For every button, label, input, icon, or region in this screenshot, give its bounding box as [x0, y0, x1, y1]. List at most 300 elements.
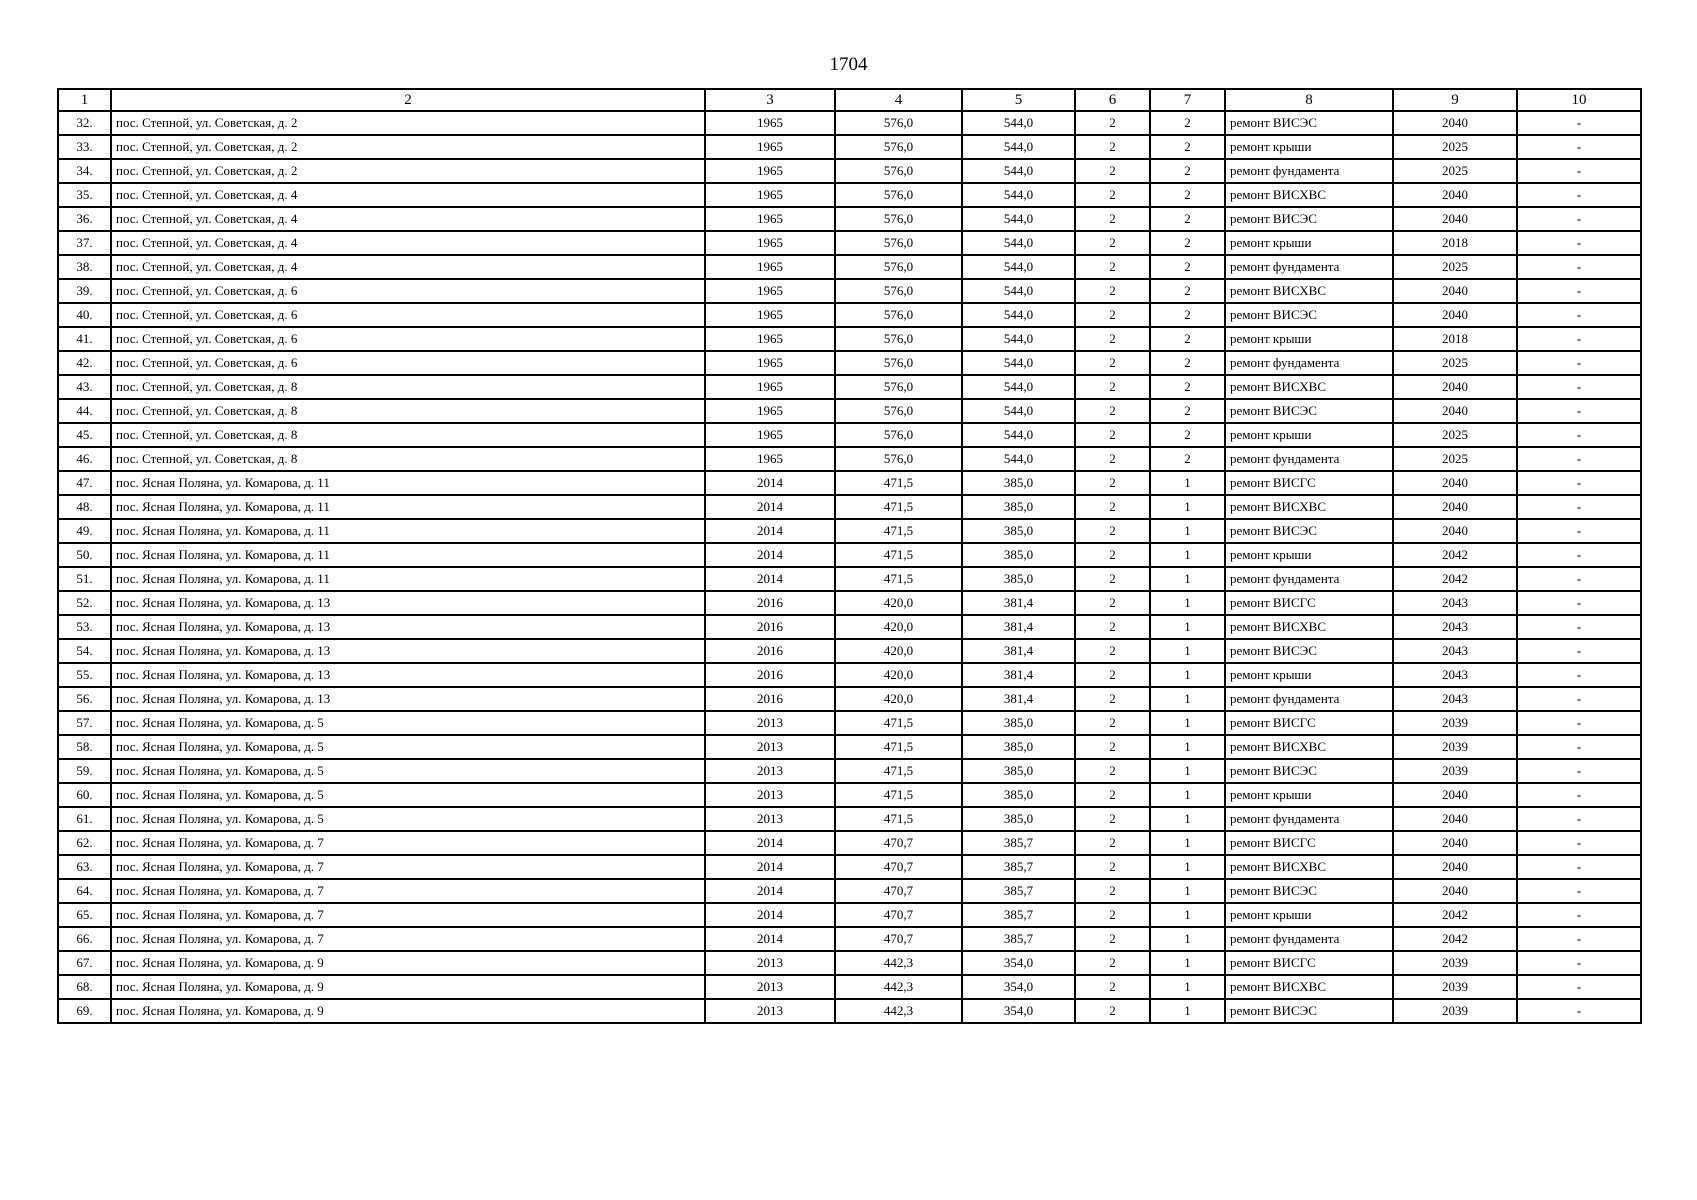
cell-year-planned: 2043	[1393, 591, 1517, 615]
cell-year-built: 1965	[705, 327, 835, 351]
table-row	[58, 639, 1641, 663]
cell-note: -	[1517, 111, 1641, 135]
cell-entrances: 1	[1150, 903, 1225, 927]
cell-address: пос. Ясная Поляна, ул. Комарова, д. 7	[111, 927, 705, 951]
cell-address: пос. Ясная Поляна, ул. Комарова, д. 5	[111, 735, 705, 759]
cell-year-built: 2014	[705, 519, 835, 543]
cell-floors: 2	[1075, 735, 1150, 759]
cell-floors: 2	[1075, 303, 1150, 327]
cell-total-area: 420,0	[835, 639, 962, 663]
cell-floors: 2	[1075, 663, 1150, 687]
cell-work-type: ремонт ВИСХВС	[1225, 375, 1393, 399]
table-row	[58, 879, 1641, 903]
cell-year-built: 2013	[705, 951, 835, 975]
cell-work-type: ремонт крыши	[1225, 423, 1393, 447]
cell-note: -	[1517, 855, 1641, 879]
cell-floors: 2	[1075, 255, 1150, 279]
cell-address: пос. Ясная Поляна, ул. Комарова, д. 11	[111, 519, 705, 543]
cell-total-area: 576,0	[835, 447, 962, 471]
cell-work-type: ремонт ВИСХВС	[1225, 279, 1393, 303]
cell-floors: 2	[1075, 831, 1150, 855]
cell-note: -	[1517, 903, 1641, 927]
cell-year-built: 1965	[705, 423, 835, 447]
cell-year-planned: 2042	[1393, 543, 1517, 567]
cell-total-area: 420,0	[835, 591, 962, 615]
cell-living-area: 354,0	[962, 975, 1075, 999]
cell-year-planned: 2040	[1393, 783, 1517, 807]
cell-work-type: ремонт фундамента	[1225, 159, 1393, 183]
cell-row-number: 35.	[58, 183, 111, 207]
cell-living-area: 544,0	[962, 159, 1075, 183]
cell-floors: 2	[1075, 207, 1150, 231]
cell-floors: 2	[1075, 279, 1150, 303]
table-row	[58, 207, 1641, 231]
cell-entrances: 1	[1150, 495, 1225, 519]
cell-living-area: 544,0	[962, 447, 1075, 471]
cell-total-area: 471,5	[835, 495, 962, 519]
cell-row-number: 68.	[58, 975, 111, 999]
table-row	[58, 303, 1641, 327]
cell-total-area: 576,0	[835, 423, 962, 447]
cell-entrances: 1	[1150, 519, 1225, 543]
cell-year-planned: 2039	[1393, 975, 1517, 999]
cell-year-built: 2013	[705, 735, 835, 759]
cell-year-built: 1965	[705, 351, 835, 375]
cell-year-built: 2016	[705, 591, 835, 615]
cell-note: -	[1517, 879, 1641, 903]
cell-row-number: 48.	[58, 495, 111, 519]
cell-work-type: ремонт крыши	[1225, 327, 1393, 351]
table-row	[58, 375, 1641, 399]
cell-address: пос. Степной, ул. Советская, д. 8	[111, 399, 705, 423]
table-row	[58, 327, 1641, 351]
cell-row-number: 39.	[58, 279, 111, 303]
cell-floors: 2	[1075, 999, 1150, 1023]
cell-year-planned: 2040	[1393, 375, 1517, 399]
cell-total-area: 576,0	[835, 327, 962, 351]
cell-year-built: 1965	[705, 159, 835, 183]
cell-year-built: 1965	[705, 279, 835, 303]
cell-year-built: 1965	[705, 231, 835, 255]
cell-floors: 2	[1075, 495, 1150, 519]
table-row	[58, 975, 1641, 999]
cell-note: -	[1517, 519, 1641, 543]
cell-year-planned: 2040	[1393, 279, 1517, 303]
cell-note: -	[1517, 375, 1641, 399]
cell-address: пос. Степной, ул. Советская, д. 8	[111, 375, 705, 399]
cell-year-built: 2014	[705, 495, 835, 519]
cell-row-number: 34.	[58, 159, 111, 183]
cell-floors: 2	[1075, 903, 1150, 927]
cell-note: -	[1517, 591, 1641, 615]
table-row	[58, 831, 1641, 855]
cell-year-planned: 2040	[1393, 111, 1517, 135]
cell-entrances: 2	[1150, 279, 1225, 303]
cell-living-area: 385,0	[962, 543, 1075, 567]
column-header-9: 9	[1393, 89, 1517, 111]
cell-note: -	[1517, 135, 1641, 159]
cell-entrances: 1	[1150, 687, 1225, 711]
cell-total-area: 576,0	[835, 375, 962, 399]
cell-year-built: 2016	[705, 663, 835, 687]
cell-entrances: 1	[1150, 639, 1225, 663]
cell-note: -	[1517, 327, 1641, 351]
cell-work-type: ремонт ВИСЭС	[1225, 399, 1393, 423]
cell-year-planned: 2039	[1393, 951, 1517, 975]
cell-row-number: 63.	[58, 855, 111, 879]
cell-entrances: 1	[1150, 783, 1225, 807]
cell-row-number: 49.	[58, 519, 111, 543]
table-row	[58, 615, 1641, 639]
cell-address: пос. Степной, ул. Советская, д. 6	[111, 327, 705, 351]
cell-entrances: 2	[1150, 375, 1225, 399]
cell-entrances: 2	[1150, 327, 1225, 351]
cell-work-type: ремонт фундамента	[1225, 255, 1393, 279]
cell-work-type: ремонт ВИСГС	[1225, 591, 1393, 615]
cell-floors: 2	[1075, 399, 1150, 423]
cell-year-planned: 2040	[1393, 495, 1517, 519]
cell-address: пос. Степной, ул. Советская, д. 2	[111, 111, 705, 135]
cell-living-area: 544,0	[962, 135, 1075, 159]
cell-year-planned: 2025	[1393, 255, 1517, 279]
cell-year-built: 2013	[705, 807, 835, 831]
cell-address: пос. Ясная Поляна, ул. Комарова, д. 9	[111, 975, 705, 999]
column-header-6: 6	[1075, 89, 1150, 111]
cell-entrances: 2	[1150, 303, 1225, 327]
cell-year-planned: 2042	[1393, 927, 1517, 951]
cell-total-area: 471,5	[835, 735, 962, 759]
cell-row-number: 42.	[58, 351, 111, 375]
cell-living-area: 544,0	[962, 183, 1075, 207]
cell-total-area: 576,0	[835, 135, 962, 159]
cell-living-area: 381,4	[962, 615, 1075, 639]
cell-living-area: 385,7	[962, 855, 1075, 879]
cell-year-planned: 2042	[1393, 903, 1517, 927]
cell-row-number: 52.	[58, 591, 111, 615]
cell-entrances: 1	[1150, 879, 1225, 903]
table-row	[58, 135, 1641, 159]
cell-living-area: 385,0	[962, 495, 1075, 519]
cell-note: -	[1517, 423, 1641, 447]
cell-living-area: 381,4	[962, 663, 1075, 687]
cell-total-area: 471,5	[835, 783, 962, 807]
cell-total-area: 576,0	[835, 231, 962, 255]
cell-note: -	[1517, 735, 1641, 759]
table-row	[58, 735, 1641, 759]
cell-entrances: 1	[1150, 807, 1225, 831]
cell-row-number: 62.	[58, 831, 111, 855]
cell-year-built: 2014	[705, 543, 835, 567]
cell-year-built: 2013	[705, 711, 835, 735]
cell-address: пос. Ясная Поляна, ул. Комарова, д. 5	[111, 807, 705, 831]
cell-note: -	[1517, 159, 1641, 183]
table-row	[58, 927, 1641, 951]
cell-floors: 2	[1075, 471, 1150, 495]
cell-row-number: 38.	[58, 255, 111, 279]
cell-work-type: ремонт ВИСГС	[1225, 471, 1393, 495]
cell-entrances: 1	[1150, 615, 1225, 639]
cell-total-area: 442,3	[835, 999, 962, 1023]
table-row	[58, 351, 1641, 375]
cell-note: -	[1517, 567, 1641, 591]
cell-year-built: 1965	[705, 255, 835, 279]
cell-year-built: 2014	[705, 879, 835, 903]
cell-entrances: 2	[1150, 351, 1225, 375]
cell-work-type: ремонт крыши	[1225, 903, 1393, 927]
cell-year-built: 1965	[705, 111, 835, 135]
cell-address: пос. Ясная Поляна, ул. Комарова, д. 13	[111, 591, 705, 615]
cell-floors: 2	[1075, 951, 1150, 975]
cell-year-planned: 2039	[1393, 999, 1517, 1023]
cell-total-area: 470,7	[835, 855, 962, 879]
cell-year-built: 1965	[705, 303, 835, 327]
cell-year-planned: 2040	[1393, 519, 1517, 543]
cell-entrances: 1	[1150, 759, 1225, 783]
cell-note: -	[1517, 663, 1641, 687]
cell-row-number: 36.	[58, 207, 111, 231]
cell-floors: 2	[1075, 615, 1150, 639]
cell-entrances: 1	[1150, 663, 1225, 687]
cell-note: -	[1517, 639, 1641, 663]
cell-year-built: 2016	[705, 615, 835, 639]
cell-note: -	[1517, 231, 1641, 255]
cell-entrances: 2	[1150, 423, 1225, 447]
cell-note: -	[1517, 303, 1641, 327]
cell-entrances: 2	[1150, 111, 1225, 135]
cell-work-type: ремонт ВИСЭС	[1225, 879, 1393, 903]
cell-living-area: 544,0	[962, 231, 1075, 255]
cell-floors: 2	[1075, 855, 1150, 879]
cell-address: пос. Степной, ул. Советская, д. 4	[111, 255, 705, 279]
page-number: 1704	[829, 54, 868, 75]
cell-living-area: 385,0	[962, 807, 1075, 831]
cell-entrances: 2	[1150, 255, 1225, 279]
cell-living-area: 354,0	[962, 951, 1075, 975]
cell-floors: 2	[1075, 783, 1150, 807]
cell-entrances: 1	[1150, 831, 1225, 855]
cell-year-planned: 2018	[1393, 327, 1517, 351]
cell-row-number: 50.	[58, 543, 111, 567]
cell-work-type: ремонт ВИСХВС	[1225, 855, 1393, 879]
cell-floors: 2	[1075, 159, 1150, 183]
cell-year-planned: 2040	[1393, 471, 1517, 495]
table-row	[58, 951, 1641, 975]
cell-address: пос. Ясная Поляна, ул. Комарова, д. 13	[111, 687, 705, 711]
cell-living-area: 544,0	[962, 375, 1075, 399]
cell-year-planned: 2043	[1393, 615, 1517, 639]
cell-floors: 2	[1075, 231, 1150, 255]
cell-year-planned: 2042	[1393, 567, 1517, 591]
table-row	[58, 519, 1641, 543]
cell-note: -	[1517, 183, 1641, 207]
cell-total-area: 470,7	[835, 831, 962, 855]
cell-living-area: 385,0	[962, 567, 1075, 591]
column-header-1: 1	[58, 89, 111, 111]
cell-note: -	[1517, 399, 1641, 423]
cell-work-type: ремонт ВИСХВС	[1225, 975, 1393, 999]
cell-total-area: 576,0	[835, 399, 962, 423]
cell-work-type: ремонт ВИСЭС	[1225, 111, 1393, 135]
cell-living-area: 544,0	[962, 351, 1075, 375]
cell-work-type: ремонт ВИСГС	[1225, 951, 1393, 975]
cell-row-number: 61.	[58, 807, 111, 831]
table-row	[58, 447, 1641, 471]
cell-entrances: 1	[1150, 999, 1225, 1023]
cell-work-type: ремонт крыши	[1225, 135, 1393, 159]
table-row	[58, 111, 1641, 135]
cell-floors: 2	[1075, 759, 1150, 783]
cell-floors: 2	[1075, 447, 1150, 471]
cell-living-area: 381,4	[962, 639, 1075, 663]
cell-row-number: 54.	[58, 639, 111, 663]
cell-entrances: 1	[1150, 975, 1225, 999]
cell-total-area: 471,5	[835, 471, 962, 495]
cell-year-planned: 2025	[1393, 159, 1517, 183]
cell-row-number: 58.	[58, 735, 111, 759]
cell-note: -	[1517, 783, 1641, 807]
cell-total-area: 576,0	[835, 255, 962, 279]
cell-living-area: 385,0	[962, 519, 1075, 543]
cell-address: пос. Степной, ул. Советская, д. 6	[111, 351, 705, 375]
cell-entrances: 1	[1150, 927, 1225, 951]
cell-total-area: 471,5	[835, 807, 962, 831]
table-row	[58, 807, 1641, 831]
table-row	[58, 231, 1641, 255]
cell-floors: 2	[1075, 591, 1150, 615]
cell-floors: 2	[1075, 543, 1150, 567]
cell-entrances: 2	[1150, 231, 1225, 255]
cell-address: пос. Ясная Поляна, ул. Комарова, д. 11	[111, 543, 705, 567]
cell-note: -	[1517, 255, 1641, 279]
cell-work-type: ремонт крыши	[1225, 543, 1393, 567]
cell-total-area: 471,5	[835, 711, 962, 735]
table-row	[58, 759, 1641, 783]
cell-work-type: ремонт ВИСХВС	[1225, 735, 1393, 759]
cell-floors: 2	[1075, 519, 1150, 543]
cell-year-built: 2014	[705, 927, 835, 951]
cell-note: -	[1517, 831, 1641, 855]
cell-year-planned: 2039	[1393, 711, 1517, 735]
cell-work-type: ремонт ВИСХВС	[1225, 615, 1393, 639]
cell-row-number: 32.	[58, 111, 111, 135]
cell-year-built: 2013	[705, 975, 835, 999]
cell-row-number: 45.	[58, 423, 111, 447]
cell-year-planned: 2043	[1393, 687, 1517, 711]
cell-row-number: 66.	[58, 927, 111, 951]
column-header-5: 5	[962, 89, 1075, 111]
cell-year-built: 1965	[705, 183, 835, 207]
cell-year-built: 2013	[705, 999, 835, 1023]
cell-work-type: ремонт ВИСЭС	[1225, 999, 1393, 1023]
table-row	[58, 663, 1641, 687]
cell-address: пос. Ясная Поляна, ул. Комарова, д. 11	[111, 567, 705, 591]
cell-year-planned: 2043	[1393, 663, 1517, 687]
cell-total-area: 420,0	[835, 615, 962, 639]
cell-note: -	[1517, 351, 1641, 375]
cell-living-area: 381,4	[962, 591, 1075, 615]
repair-schedule-table	[57, 88, 1642, 1024]
table-row	[58, 255, 1641, 279]
cell-year-built: 1965	[705, 135, 835, 159]
cell-note: -	[1517, 951, 1641, 975]
cell-work-type: ремонт фундамента	[1225, 567, 1393, 591]
cell-year-planned: 2040	[1393, 879, 1517, 903]
cell-work-type: ремонт фундамента	[1225, 351, 1393, 375]
cell-row-number: 53.	[58, 615, 111, 639]
column-header-7: 7	[1150, 89, 1225, 111]
table-row	[58, 543, 1641, 567]
cell-row-number: 46.	[58, 447, 111, 471]
cell-year-planned: 2039	[1393, 735, 1517, 759]
cell-floors: 2	[1075, 807, 1150, 831]
column-header-2: 2	[111, 89, 705, 111]
table-row	[58, 687, 1641, 711]
cell-address: пос. Ясная Поляна, ул. Комарова, д. 5	[111, 759, 705, 783]
cell-year-built: 2014	[705, 855, 835, 879]
cell-floors: 2	[1075, 639, 1150, 663]
cell-address: пос. Ясная Поляна, ул. Комарова, д. 13	[111, 639, 705, 663]
cell-address: пос. Ясная Поляна, ул. Комарова, д. 13	[111, 663, 705, 687]
cell-living-area: 385,0	[962, 783, 1075, 807]
cell-note: -	[1517, 759, 1641, 783]
cell-floors: 2	[1075, 111, 1150, 135]
cell-year-built: 2016	[705, 687, 835, 711]
cell-address: пос. Степной, ул. Советская, д. 8	[111, 447, 705, 471]
cell-living-area: 385,0	[962, 759, 1075, 783]
cell-living-area: 544,0	[962, 327, 1075, 351]
cell-year-planned: 2025	[1393, 351, 1517, 375]
cell-entrances: 1	[1150, 471, 1225, 495]
cell-year-built: 2014	[705, 831, 835, 855]
cell-total-area: 471,5	[835, 759, 962, 783]
cell-living-area: 385,7	[962, 831, 1075, 855]
cell-address: пос. Степной, ул. Советская, д. 6	[111, 279, 705, 303]
cell-note: -	[1517, 711, 1641, 735]
table-body	[58, 111, 1641, 1023]
cell-entrances: 2	[1150, 183, 1225, 207]
cell-work-type: ремонт фундамента	[1225, 687, 1393, 711]
cell-note: -	[1517, 543, 1641, 567]
cell-year-planned: 2025	[1393, 135, 1517, 159]
table-row	[58, 183, 1641, 207]
cell-year-planned: 2025	[1393, 447, 1517, 471]
table-row	[58, 495, 1641, 519]
cell-year-planned: 2040	[1393, 807, 1517, 831]
cell-work-type: ремонт ВИСГС	[1225, 831, 1393, 855]
cell-work-type: ремонт фундамента	[1225, 927, 1393, 951]
cell-entrances: 1	[1150, 591, 1225, 615]
cell-address: пос. Ясная Поляна, ул. Комарова, д. 9	[111, 951, 705, 975]
cell-total-area: 442,3	[835, 951, 962, 975]
cell-year-planned: 2040	[1393, 831, 1517, 855]
cell-note: -	[1517, 279, 1641, 303]
cell-row-number: 67.	[58, 951, 111, 975]
cell-living-area: 385,0	[962, 711, 1075, 735]
cell-row-number: 56.	[58, 687, 111, 711]
cell-total-area: 576,0	[835, 303, 962, 327]
cell-work-type: ремонт ВИСЭС	[1225, 759, 1393, 783]
cell-work-type: ремонт ВИСЭС	[1225, 639, 1393, 663]
cell-address: пос. Ясная Поляна, ул. Комарова, д. 7	[111, 831, 705, 855]
cell-year-built: 2013	[705, 783, 835, 807]
cell-address: пос. Степной, ул. Советская, д. 4	[111, 207, 705, 231]
cell-living-area: 385,7	[962, 927, 1075, 951]
cell-year-built: 1965	[705, 447, 835, 471]
cell-living-area: 544,0	[962, 255, 1075, 279]
cell-living-area: 385,0	[962, 471, 1075, 495]
cell-living-area: 544,0	[962, 207, 1075, 231]
cell-total-area: 576,0	[835, 207, 962, 231]
